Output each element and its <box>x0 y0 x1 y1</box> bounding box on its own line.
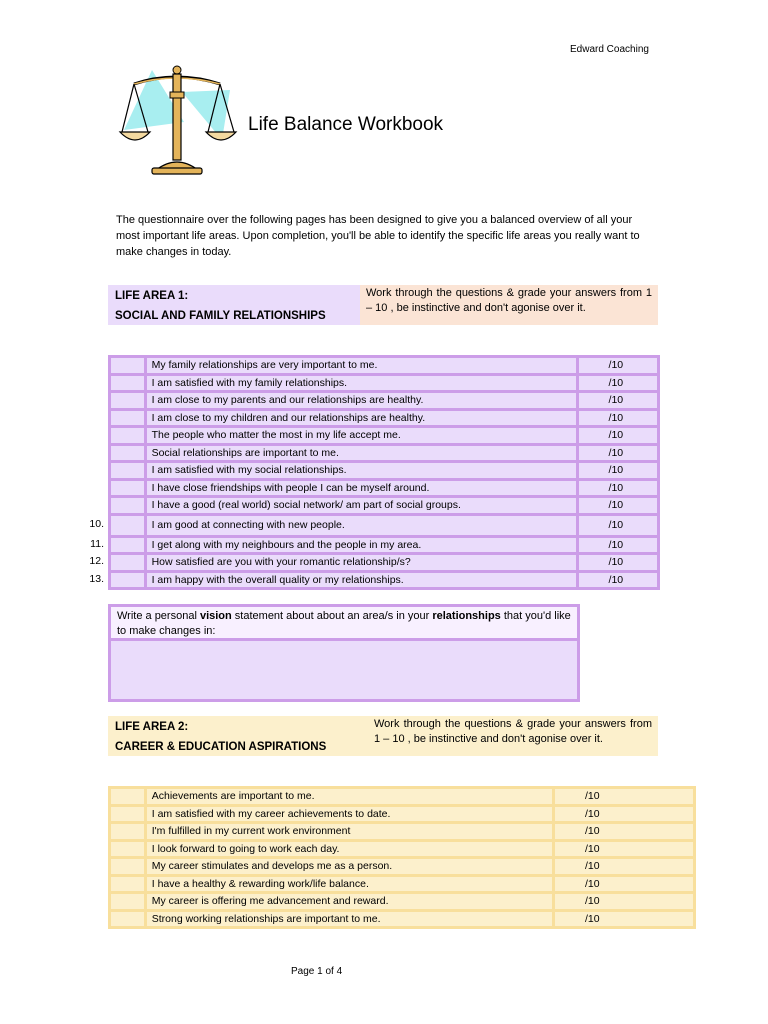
score-cell[interactable]: /10 <box>577 462 658 480</box>
life-area-1-label: LIFE AREA 1: <box>115 290 189 302</box>
row-blank-cell <box>110 910 146 928</box>
row-blank-cell <box>110 840 146 858</box>
row-blank-cell <box>110 571 146 589</box>
question-text: I'm fulfilled in my current work environment <box>145 823 553 841</box>
question-text: I am satisfied with my social relationships. <box>145 462 577 480</box>
question-row <box>110 357 659 375</box>
score-cell[interactable]: /10 <box>553 805 694 823</box>
question-row <box>110 823 695 841</box>
question-row <box>110 374 659 392</box>
question-text: I am good at connecting with new people. <box>145 514 577 536</box>
row-blank-cell <box>110 497 146 515</box>
score-cell[interactable]: /10 <box>577 479 658 497</box>
score-cell[interactable]: /10 <box>577 571 658 589</box>
row-blank-cell <box>110 536 146 554</box>
question-text: Achievements are important to me. <box>145 788 553 806</box>
question-number: 12. <box>89 555 104 567</box>
question-row <box>110 554 659 572</box>
score-cell[interactable]: /10 <box>577 409 658 427</box>
score-cell[interactable]: /10 <box>577 374 658 392</box>
score-cell[interactable]: /10 <box>577 427 658 445</box>
question-text: I have close friendships with people I can be myself around. <box>145 479 577 497</box>
row-blank-cell <box>110 514 146 536</box>
row-blank-cell <box>110 444 146 462</box>
row-blank-cell <box>110 374 146 392</box>
question-text: I am close to my children and our relationships are healthy. <box>145 409 577 427</box>
question-row <box>110 427 659 445</box>
vision-input-area[interactable] <box>111 641 577 699</box>
question-row <box>110 479 659 497</box>
question-row <box>110 840 695 858</box>
question-row <box>110 409 659 427</box>
row-blank-cell <box>110 462 146 480</box>
question-text: I am close to my parents and our relationships are healthy. <box>145 392 577 410</box>
question-row <box>110 536 659 554</box>
score-cell[interactable]: /10 <box>577 497 658 515</box>
score-cell[interactable]: /10 <box>553 858 694 876</box>
question-text: I have a healthy & rewarding work/life balance. <box>145 875 553 893</box>
question-text: I get along with my neighbours and the people in my area. <box>145 536 577 554</box>
vision-statement-box <box>108 604 580 702</box>
question-row <box>110 875 695 893</box>
life-area-2-questions-table <box>108 786 696 929</box>
question-text: I am satisfied with my career achievements to date. <box>145 805 553 823</box>
question-text: My family relationships are very important to me. <box>145 357 577 375</box>
life-area-2-instructions: Work through the questions & grade your answers from 1 – 10 , be instinctive and don't agonise over it. <box>374 718 652 745</box>
row-blank-cell <box>110 875 146 893</box>
question-row <box>110 462 659 480</box>
row-blank-cell <box>110 427 146 445</box>
life-area-2-label: LIFE AREA 2: <box>115 721 189 733</box>
score-cell[interactable]: /10 <box>577 392 658 410</box>
question-text: My career is offering me advancement and reward. <box>145 893 553 911</box>
row-blank-cell <box>110 392 146 410</box>
question-number: 13. <box>89 573 104 585</box>
row-blank-cell <box>110 554 146 572</box>
score-cell[interactable]: /10 <box>577 554 658 572</box>
question-text: My career stimulates and develops me as a person. <box>145 858 553 876</box>
question-row <box>110 805 695 823</box>
row-blank-cell <box>110 805 146 823</box>
score-cell[interactable]: /10 <box>553 840 694 858</box>
question-row <box>110 858 695 876</box>
life-area-2-header <box>108 716 658 756</box>
question-row <box>110 788 695 806</box>
question-row <box>110 893 695 911</box>
question-row <box>110 392 659 410</box>
row-blank-cell <box>110 479 146 497</box>
score-cell[interactable]: /10 <box>577 357 658 375</box>
score-cell[interactable]: /10 <box>553 823 694 841</box>
score-cell[interactable]: /10 <box>553 893 694 911</box>
life-area-1-questions-table <box>108 355 660 590</box>
life-area-1-name: SOCIAL AND FAMILY RELATIONSHIPS <box>115 310 326 322</box>
question-text: I am happy with the overall quality or my relationships. <box>145 571 577 589</box>
question-row <box>110 497 659 515</box>
question-row <box>110 514 659 536</box>
question-text: I look forward to going to work each day. <box>145 840 553 858</box>
vision-prompt: Write a personal vision statement about about an area/s in your relationships that you'd like to make changes in: <box>111 607 577 641</box>
question-text: Strong working relationships are important to me. <box>145 910 553 928</box>
life-area-2-name: CAREER & EDUCATION ASPIRATIONS <box>115 741 327 753</box>
score-cell[interactable]: /10 <box>553 875 694 893</box>
scales-of-justice-icon <box>112 62 242 180</box>
question-text: How satisfied are you with your romantic relationship/s? <box>145 554 577 572</box>
row-blank-cell <box>110 357 146 375</box>
score-cell[interactable]: /10 <box>553 788 694 806</box>
score-cell[interactable]: /10 <box>577 536 658 554</box>
row-blank-cell <box>110 893 146 911</box>
row-blank-cell <box>110 788 146 806</box>
page-title: Life Balance Workbook <box>248 114 444 135</box>
question-row <box>110 444 659 462</box>
page-number: Page 1 of 4 <box>291 966 343 977</box>
life-area-1-header <box>108 285 658 325</box>
life-area-1-instructions: Work through the questions & grade your answers from 1 – 10 , be instinctive and don't agonise over it. <box>360 285 658 325</box>
score-cell[interactable]: /10 <box>577 444 658 462</box>
row-blank-cell <box>110 409 146 427</box>
score-cell[interactable]: /10 <box>553 910 694 928</box>
row-blank-cell <box>110 823 146 841</box>
question-text: I have a good (real world) social network/ am part of social groups. <box>145 497 577 515</box>
question-row <box>110 910 695 928</box>
question-text: The people who matter the most in my life accept me. <box>145 427 577 445</box>
row-blank-cell <box>110 858 146 876</box>
question-number: 10. <box>89 518 104 530</box>
question-text: Social relationships are important to me. <box>145 444 577 462</box>
intro-paragraph: The questionnaire over the following pages has been designed to give you a balanced overview of all your most important life areas. Upon completion, you'll be able to identify the specific life areas you really want to make changes in today. <box>116 214 640 258</box>
score-cell[interactable]: /10 <box>577 514 658 536</box>
question-text: I am satisfied with my family relationships. <box>145 374 577 392</box>
question-number: 11. <box>90 538 104 550</box>
question-row <box>110 571 659 589</box>
header-brand: Edward Coaching <box>570 44 649 55</box>
